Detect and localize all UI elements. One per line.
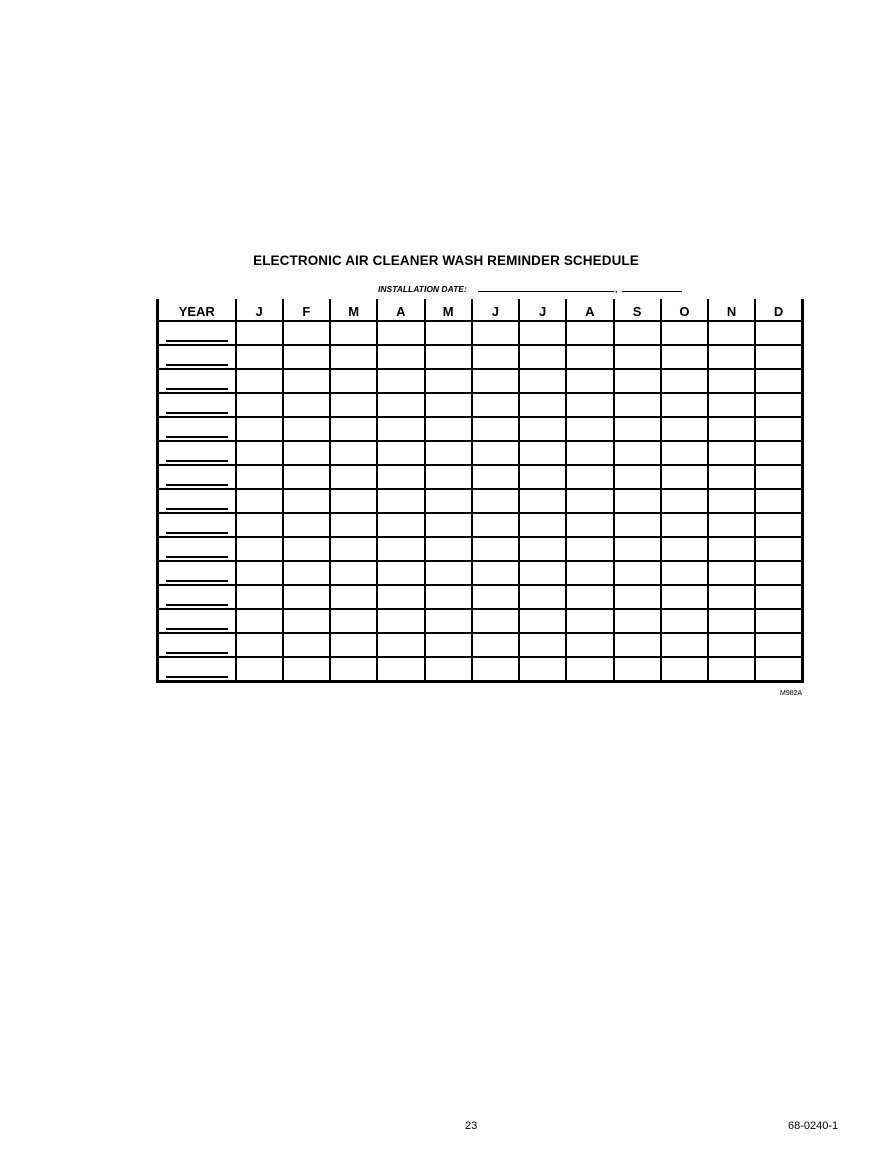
table-row — [158, 465, 803, 489]
year-entry-cell[interactable] — [158, 393, 236, 417]
month-check-cell[interactable] — [472, 441, 519, 465]
header-month: N — [708, 299, 755, 321]
month-check-cell[interactable] — [236, 393, 283, 417]
month-check-cell[interactable] — [472, 321, 519, 345]
month-check-cell[interactable] — [236, 465, 283, 489]
month-check-cell[interactable] — [236, 345, 283, 369]
header-month: M — [425, 299, 472, 321]
month-check-cell[interactable] — [283, 417, 330, 441]
month-check-cell[interactable] — [236, 561, 283, 585]
year-blank-line — [166, 364, 228, 366]
year-entry-cell[interactable] — [158, 417, 236, 441]
month-check-cell[interactable] — [708, 657, 755, 682]
month-check-cell[interactable] — [519, 441, 566, 465]
month-check-cell[interactable] — [614, 393, 661, 417]
month-check-cell[interactable] — [236, 513, 283, 537]
header-month: J — [472, 299, 519, 321]
month-check-cell[interactable] — [566, 609, 613, 633]
month-check-cell[interactable] — [377, 609, 424, 633]
year-blank-line — [166, 652, 228, 654]
month-check-cell[interactable] — [614, 609, 661, 633]
month-check-cell[interactable] — [614, 417, 661, 441]
header-month: A — [566, 299, 613, 321]
month-check-cell[interactable] — [377, 513, 424, 537]
table-row — [158, 657, 803, 682]
month-check-cell[interactable] — [661, 321, 708, 345]
year-entry-cell[interactable] — [158, 489, 236, 513]
month-check-cell[interactable] — [614, 489, 661, 513]
table-row — [158, 609, 803, 633]
month-check-cell[interactable] — [519, 657, 566, 682]
month-check-cell[interactable] — [614, 513, 661, 537]
month-check-cell[interactable] — [566, 633, 613, 657]
month-check-cell[interactable] — [472, 609, 519, 633]
figure-code: M982A — [780, 690, 803, 697]
month-check-cell[interactable] — [330, 537, 377, 561]
month-check-cell[interactable] — [661, 465, 708, 489]
table-row — [158, 393, 803, 417]
month-check-cell[interactable] — [755, 321, 802, 345]
month-check-cell[interactable] — [566, 393, 613, 417]
month-check-cell[interactable] — [614, 657, 661, 682]
month-check-cell[interactable] — [283, 441, 330, 465]
month-check-cell[interactable] — [566, 321, 613, 345]
month-check-cell[interactable] — [472, 585, 519, 609]
month-check-cell[interactable] — [377, 393, 424, 417]
month-check-cell[interactable] — [519, 633, 566, 657]
month-check-cell[interactable] — [330, 489, 377, 513]
month-check-cell[interactable] — [472, 393, 519, 417]
month-check-cell[interactable] — [377, 369, 424, 393]
installation-date-field — [378, 284, 618, 296]
month-check-cell[interactable] — [330, 369, 377, 393]
table-row — [158, 441, 803, 465]
month-check-cell[interactable] — [330, 633, 377, 657]
month-check-cell[interactable] — [425, 369, 472, 393]
year-blank-line — [166, 604, 228, 606]
table-row — [158, 321, 803, 345]
month-check-cell[interactable] — [755, 441, 802, 465]
month-check-cell[interactable] — [755, 657, 802, 682]
table-row — [158, 537, 803, 561]
header-month: O — [661, 299, 708, 321]
header-month: D — [755, 299, 802, 321]
month-check-cell[interactable] — [708, 633, 755, 657]
month-check-cell[interactable] — [661, 657, 708, 682]
table-row — [158, 633, 803, 657]
month-check-cell[interactable] — [708, 393, 755, 417]
month-check-cell[interactable] — [614, 633, 661, 657]
month-check-cell[interactable] — [330, 609, 377, 633]
year-blank-line — [166, 676, 228, 678]
year-entry-cell[interactable] — [158, 561, 236, 585]
header-row — [158, 299, 803, 321]
year-entry-cell[interactable] — [158, 609, 236, 633]
year-blank-line — [166, 436, 228, 438]
month-check-cell[interactable] — [519, 537, 566, 561]
month-check-cell[interactable] — [377, 585, 424, 609]
month-check-cell[interactable] — [472, 657, 519, 682]
month-check-cell[interactable] — [661, 489, 708, 513]
month-check-cell[interactable] — [755, 609, 802, 633]
month-check-cell[interactable] — [755, 345, 802, 369]
month-check-cell[interactable] — [519, 465, 566, 489]
year-entry-cell[interactable] — [158, 441, 236, 465]
year-entry-cell[interactable] — [158, 537, 236, 561]
year-entry-cell[interactable] — [158, 345, 236, 369]
month-check-cell[interactable] — [330, 513, 377, 537]
month-check-cell[interactable] — [755, 561, 802, 585]
month-check-cell[interactable] — [614, 465, 661, 489]
month-check-cell[interactable] — [661, 585, 708, 609]
month-check-cell[interactable] — [708, 537, 755, 561]
month-check-cell[interactable] — [377, 657, 424, 682]
month-check-cell[interactable] — [614, 561, 661, 585]
month-check-cell[interactable] — [519, 393, 566, 417]
month-check-cell[interactable] — [283, 561, 330, 585]
month-check-cell[interactable] — [661, 345, 708, 369]
month-check-cell[interactable] — [425, 345, 472, 369]
month-check-cell[interactable] — [755, 489, 802, 513]
month-check-cell[interactable] — [425, 393, 472, 417]
schedule-body — [158, 321, 803, 682]
month-check-cell[interactable] — [236, 657, 283, 682]
month-check-cell[interactable] — [661, 441, 708, 465]
month-check-cell[interactable] — [377, 345, 424, 369]
month-check-cell[interactable] — [472, 561, 519, 585]
month-check-cell[interactable] — [377, 321, 424, 345]
month-check-cell[interactable] — [330, 585, 377, 609]
table-row — [158, 489, 803, 513]
header-year: YEAR — [158, 299, 236, 321]
month-check-cell[interactable] — [425, 561, 472, 585]
month-check-cell[interactable] — [661, 561, 708, 585]
year-blank-line — [166, 484, 228, 486]
month-check-cell[interactable] — [236, 417, 283, 441]
month-check-cell[interactable] — [614, 345, 661, 369]
month-check-cell[interactable] — [330, 393, 377, 417]
month-check-cell[interactable] — [283, 393, 330, 417]
month-check-cell[interactable] — [708, 321, 755, 345]
month-check-cell[interactable] — [283, 345, 330, 369]
month-check-cell[interactable] — [519, 609, 566, 633]
month-check-cell[interactable] — [330, 417, 377, 441]
month-check-cell[interactable] — [755, 417, 802, 441]
month-check-cell[interactable] — [708, 513, 755, 537]
month-check-cell[interactable] — [614, 537, 661, 561]
month-check-cell[interactable] — [425, 585, 472, 609]
month-check-cell[interactable] — [566, 657, 613, 682]
month-check-cell[interactable] — [377, 417, 424, 441]
month-check-cell[interactable] — [283, 489, 330, 513]
year-entry-cell[interactable] — [158, 585, 236, 609]
month-check-cell[interactable] — [472, 633, 519, 657]
table-row — [158, 585, 803, 609]
month-check-cell[interactable] — [377, 465, 424, 489]
month-check-cell[interactable] — [236, 441, 283, 465]
page-number: 23 — [465, 1120, 478, 1132]
document-number: 68-0240-1 — [788, 1120, 839, 1132]
header-month: J — [519, 299, 566, 321]
month-check-cell[interactable] — [283, 633, 330, 657]
month-check-cell[interactable] — [614, 585, 661, 609]
month-check-cell[interactable] — [661, 633, 708, 657]
month-check-cell[interactable] — [283, 585, 330, 609]
header-month: J — [236, 299, 283, 321]
month-check-cell[interactable] — [425, 609, 472, 633]
month-check-cell[interactable] — [614, 441, 661, 465]
year-blank-line — [166, 628, 228, 630]
month-check-cell[interactable] — [330, 561, 377, 585]
header-month: M — [330, 299, 377, 321]
month-check-cell[interactable] — [472, 489, 519, 513]
month-check-cell[interactable] — [708, 585, 755, 609]
month-check-cell[interactable] — [330, 657, 377, 682]
table-row — [158, 561, 803, 585]
table-row — [158, 345, 803, 369]
month-check-cell[interactable] — [283, 321, 330, 345]
month-check-cell[interactable] — [566, 537, 613, 561]
year-entry-cell[interactable] — [158, 369, 236, 393]
month-check-cell[interactable] — [283, 465, 330, 489]
month-check-cell[interactable] — [472, 369, 519, 393]
month-check-cell[interactable] — [283, 513, 330, 537]
year-blank-line — [166, 508, 228, 510]
installation-date-label: INSTALLATION DATE: — [378, 284, 467, 294]
year-entry-cell[interactable] — [158, 513, 236, 537]
month-check-cell[interactable] — [755, 369, 802, 393]
table-row — [158, 369, 803, 393]
year-blank-line — [166, 460, 228, 462]
month-check-cell[interactable] — [566, 345, 613, 369]
month-check-cell[interactable] — [708, 417, 755, 441]
month-check-cell[interactable] — [377, 633, 424, 657]
month-check-cell[interactable] — [661, 369, 708, 393]
month-check-cell[interactable] — [425, 321, 472, 345]
table-row — [158, 417, 803, 441]
year-blank-line — [166, 340, 228, 342]
month-check-cell[interactable] — [472, 513, 519, 537]
month-check-cell[interactable] — [472, 345, 519, 369]
month-check-cell[interactable] — [566, 561, 613, 585]
year-entry-cell[interactable] — [158, 633, 236, 657]
month-check-cell[interactable] — [236, 609, 283, 633]
month-check-cell[interactable] — [236, 369, 283, 393]
schedule-title: ELECTRONIC AIR CLEANER WASH REMINDER SCHEDULE — [253, 253, 639, 268]
month-check-cell[interactable] — [377, 489, 424, 513]
month-check-cell[interactable] — [283, 369, 330, 393]
month-check-cell[interactable] — [425, 489, 472, 513]
month-check-cell[interactable] — [425, 513, 472, 537]
wash-schedule-table — [156, 299, 804, 683]
month-check-cell[interactable] — [755, 585, 802, 609]
year-blank-line — [166, 388, 228, 390]
month-check-cell[interactable] — [566, 441, 613, 465]
month-check-cell[interactable] — [283, 657, 330, 682]
month-check-cell[interactable] — [377, 537, 424, 561]
month-check-cell[interactable] — [708, 489, 755, 513]
month-check-cell[interactable] — [661, 417, 708, 441]
month-check-cell[interactable] — [425, 657, 472, 682]
month-check-cell[interactable] — [566, 585, 613, 609]
month-check-cell[interactable] — [519, 369, 566, 393]
installation-date-separator: , — [615, 284, 618, 294]
month-check-cell[interactable] — [755, 513, 802, 537]
month-check-cell[interactable] — [283, 537, 330, 561]
month-check-cell[interactable] — [755, 537, 802, 561]
table-row — [158, 513, 803, 537]
month-check-cell[interactable] — [236, 585, 283, 609]
month-check-cell[interactable] — [661, 609, 708, 633]
month-check-cell[interactable] — [519, 585, 566, 609]
month-check-cell[interactable] — [236, 489, 283, 513]
month-check-cell[interactable] — [519, 513, 566, 537]
month-check-cell[interactable] — [708, 345, 755, 369]
month-check-cell[interactable] — [330, 465, 377, 489]
month-check-cell[interactable] — [330, 321, 377, 345]
year-entry-cell[interactable] — [158, 321, 236, 345]
header-month: F — [283, 299, 330, 321]
installation-date-blank — [478, 291, 614, 292]
month-check-cell[interactable] — [755, 465, 802, 489]
month-check-cell[interactable] — [472, 537, 519, 561]
month-check-cell[interactable] — [614, 369, 661, 393]
month-check-cell[interactable] — [330, 441, 377, 465]
month-check-cell[interactable] — [708, 441, 755, 465]
month-check-cell[interactable] — [661, 393, 708, 417]
header-month: A — [377, 299, 424, 321]
month-check-cell[interactable] — [425, 417, 472, 441]
month-check-cell[interactable] — [661, 513, 708, 537]
month-check-cell[interactable] — [661, 537, 708, 561]
month-check-cell[interactable] — [236, 633, 283, 657]
month-check-cell[interactable] — [519, 417, 566, 441]
year-blank-line — [166, 532, 228, 534]
month-check-cell[interactable] — [425, 441, 472, 465]
month-check-cell[interactable] — [566, 489, 613, 513]
month-check-cell[interactable] — [755, 393, 802, 417]
month-check-cell[interactable] — [519, 561, 566, 585]
month-check-cell[interactable] — [566, 369, 613, 393]
month-check-cell[interactable] — [708, 369, 755, 393]
month-check-cell[interactable] — [330, 345, 377, 369]
month-check-cell[interactable] — [566, 465, 613, 489]
year-entry-cell[interactable] — [158, 657, 236, 682]
month-check-cell[interactable] — [283, 609, 330, 633]
month-check-cell[interactable] — [519, 345, 566, 369]
month-check-cell[interactable] — [236, 537, 283, 561]
month-check-cell[interactable] — [566, 417, 613, 441]
header-month: S — [614, 299, 661, 321]
installation-year-blank — [622, 291, 682, 292]
month-check-cell[interactable] — [708, 609, 755, 633]
year-entry-cell[interactable] — [158, 465, 236, 489]
month-check-cell[interactable] — [377, 441, 424, 465]
month-check-cell[interactable] — [377, 561, 424, 585]
month-check-cell[interactable] — [425, 633, 472, 657]
month-check-cell[interactable] — [472, 465, 519, 489]
month-check-cell[interactable] — [472, 417, 519, 441]
month-check-cell[interactable] — [708, 561, 755, 585]
month-check-cell[interactable] — [236, 321, 283, 345]
year-blank-line — [166, 412, 228, 414]
month-check-cell[interactable] — [425, 537, 472, 561]
month-check-cell[interactable] — [519, 321, 566, 345]
month-check-cell[interactable] — [708, 465, 755, 489]
month-check-cell[interactable] — [519, 489, 566, 513]
year-blank-line — [166, 556, 228, 558]
month-check-cell[interactable] — [566, 513, 613, 537]
year-blank-line — [166, 580, 228, 582]
month-check-cell[interactable] — [425, 465, 472, 489]
month-check-cell[interactable] — [755, 633, 802, 657]
month-check-cell[interactable] — [614, 321, 661, 345]
